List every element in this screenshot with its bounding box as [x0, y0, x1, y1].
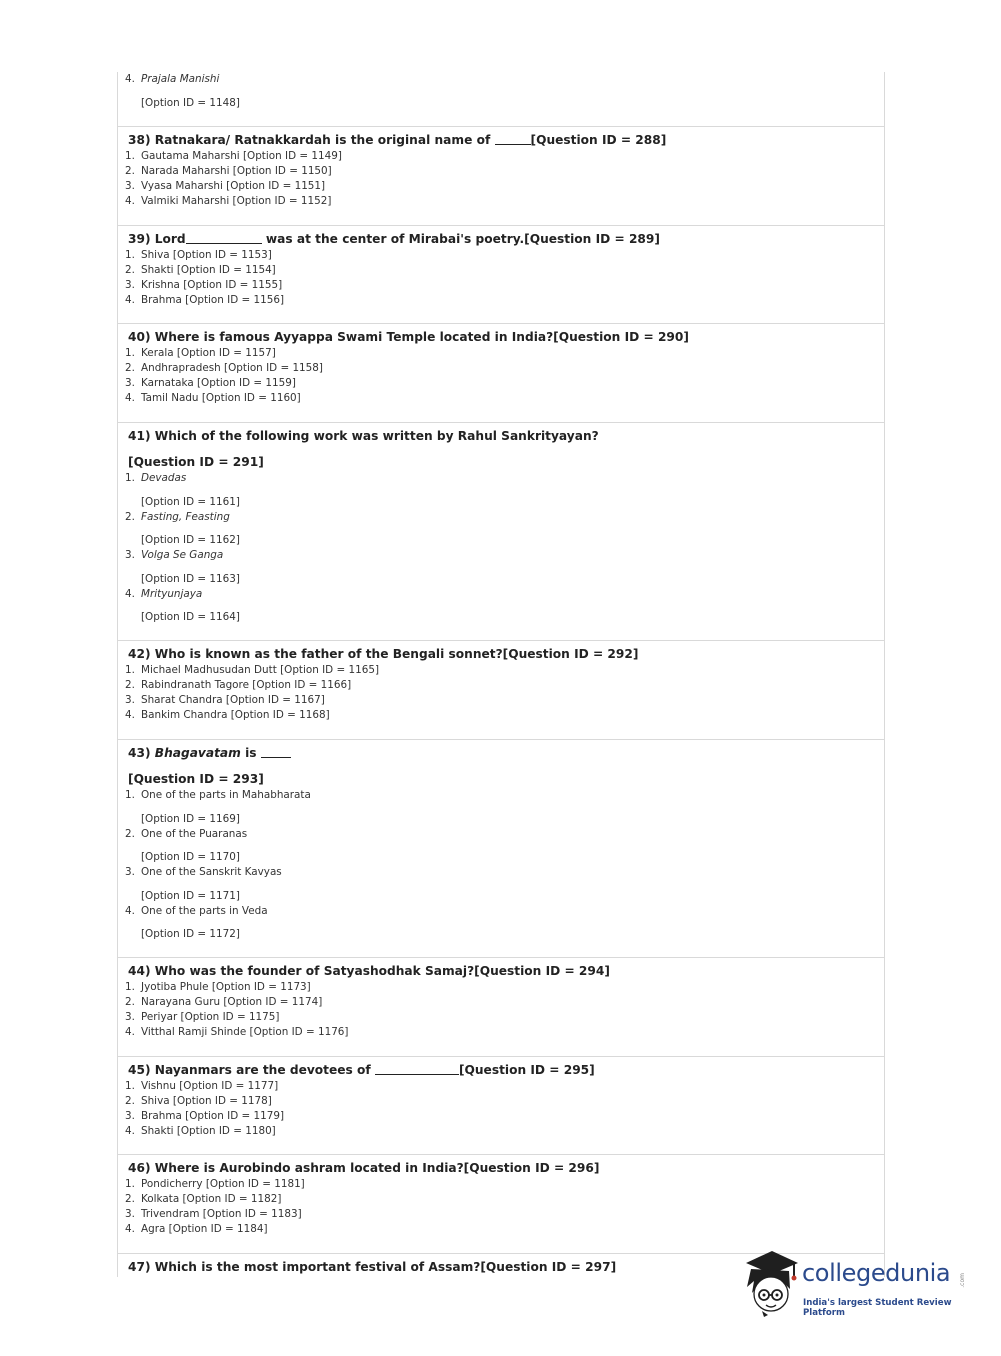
option-item: 4. Valmiki Maharshi [Option ID = 1152] [125, 195, 332, 207]
option-item: 2. Narada Maharshi [Option ID = 1150] [125, 165, 332, 177]
separator [117, 739, 884, 740]
question-47: 47) Which is the most important festival of Assam?[Question ID = 297] [128, 1260, 617, 1274]
question-id: [Question ID = 291] [128, 455, 264, 469]
option-item: 2. Narayana Guru [Option ID = 1174] [125, 996, 323, 1008]
left-margin-rule [117, 72, 118, 1277]
option-item: 2. Rabindranath Tagore [Option ID = 1166] [125, 679, 352, 691]
option-item: 2. Fasting, Feasting [125, 511, 230, 523]
option-item: 3. Brahma [Option ID = 1179] [125, 1110, 285, 1122]
option-id: [Option ID = 1148] [141, 97, 240, 109]
option-item: 4. Mrityunjaya [125, 588, 203, 600]
option-item: 2. Kolkata [Option ID = 1182] [125, 1193, 282, 1205]
option-item: 4. Vitthal Ramji Shinde [Option ID = 1176] [125, 1026, 349, 1038]
collegedunia-logo[interactable] [742, 1247, 968, 1317]
logo-tagline: India's largest Student Review Platform [803, 1298, 952, 1318]
option-item: 3. Volga Se Ganga [125, 549, 224, 561]
option-item: 3. Krishna [Option ID = 1155] [125, 279, 283, 291]
question-40: 40) Where is famous Ayyappa Swami Temple located in India?[Question ID = 290] [128, 330, 689, 344]
option-item: 1. Michael Madhusudan Dutt [Option ID = 1165] [125, 664, 379, 676]
option-item: 3. One of the Sanskrit Kavyas [125, 866, 282, 878]
question-45: 45) Nayanmars are the devotees of [Question ID = 295] [128, 1063, 595, 1077]
separator [117, 126, 884, 127]
question-41: 41) Which of the following work was written by Rahul Sankrityayan? [128, 429, 599, 443]
separator [117, 957, 884, 958]
separator [117, 640, 884, 641]
option-item: 4. Shakti [Option ID = 1180] [125, 1125, 276, 1137]
question-id: [Question ID = 293] [128, 772, 264, 786]
option-id: [Option ID = 1163] [141, 573, 240, 585]
separator [117, 225, 884, 226]
option-item: 3. Vyasa Maharshi [Option ID = 1151] [125, 180, 326, 192]
logo-suffix: .com [959, 1273, 966, 1288]
option-item: 1. One of the parts in Mahabharata [125, 789, 311, 801]
question-46: 46) Where is Aurobindo ashram located in India?[Question ID = 296] [128, 1161, 600, 1175]
option-item: 1. Gautama Maharshi [Option ID = 1149] [125, 150, 342, 162]
option-item: 4. Agra [Option ID = 1184] [125, 1223, 268, 1235]
option-item: 3. Sharat Chandra [Option ID = 1167] [125, 694, 325, 706]
option-id: [Option ID = 1161] [141, 496, 240, 508]
option-item: 4. Bankim Chandra [Option ID = 1168] [125, 709, 330, 721]
option-id: [Option ID = 1172] [141, 928, 240, 940]
option-item: 3. Periyar [Option ID = 1175] [125, 1011, 280, 1023]
option-item: 4. Brahma [Option ID = 1156] [125, 294, 285, 306]
separator [117, 1154, 884, 1155]
question-42: 42) Who is known as the father of the Bengali sonnet?[Question ID = 292] [128, 647, 639, 661]
option-item: 4. Prajala Manishi [125, 73, 220, 85]
separator [117, 1056, 884, 1057]
option-item: 2. One of the Puaranas [125, 828, 248, 840]
option-item: 1. Pondicherry [Option ID = 1181] [125, 1178, 305, 1190]
option-item: 2. Shakti [Option ID = 1154] [125, 264, 276, 276]
option-item: 3. Trivendram [Option ID = 1183] [125, 1208, 302, 1220]
option-item: 1. Shiva [Option ID = 1153] [125, 249, 272, 261]
question-38: 38) Ratnakara/ Ratnakkardah is the original name of [Question ID = 288] [128, 133, 667, 147]
option-item: 4. One of the parts in Veda [125, 905, 268, 917]
option-item: 1. Vishnu [Option ID = 1177] [125, 1080, 279, 1092]
option-item: 4. Tamil Nadu [Option ID = 1160] [125, 392, 301, 404]
option-item: 3. Karnataka [Option ID = 1159] [125, 377, 296, 389]
logo-wordmark: collegedunia [802, 1259, 951, 1287]
mascot-icon [742, 1247, 802, 1317]
option-item: 2. Andhrapradesh [Option ID = 1158] [125, 362, 323, 374]
question-44: 44) Who was the founder of Satyashodhak Samaj?[Question ID = 294] [128, 964, 610, 978]
option-item: 1. Kerala [Option ID = 1157] [125, 347, 276, 359]
option-id: [Option ID = 1164] [141, 611, 240, 623]
option-item: 1. Devadas [125, 472, 187, 484]
option-id: [Option ID = 1169] [141, 813, 240, 825]
option-id: [Option ID = 1170] [141, 851, 240, 863]
right-margin-rule [884, 72, 885, 1277]
separator [117, 323, 884, 324]
question-43: 43) Bhagavatam is [128, 746, 291, 760]
question-39: 39) Lord was at the center of Mirabai's poetry.[Question ID = 289] [128, 232, 660, 246]
option-id: [Option ID = 1171] [141, 890, 240, 902]
option-id: [Option ID = 1162] [141, 534, 240, 546]
option-item: 2. Shiva [Option ID = 1178] [125, 1095, 272, 1107]
separator [117, 422, 884, 423]
option-item: 1. Jyotiba Phule [Option ID = 1173] [125, 981, 311, 993]
